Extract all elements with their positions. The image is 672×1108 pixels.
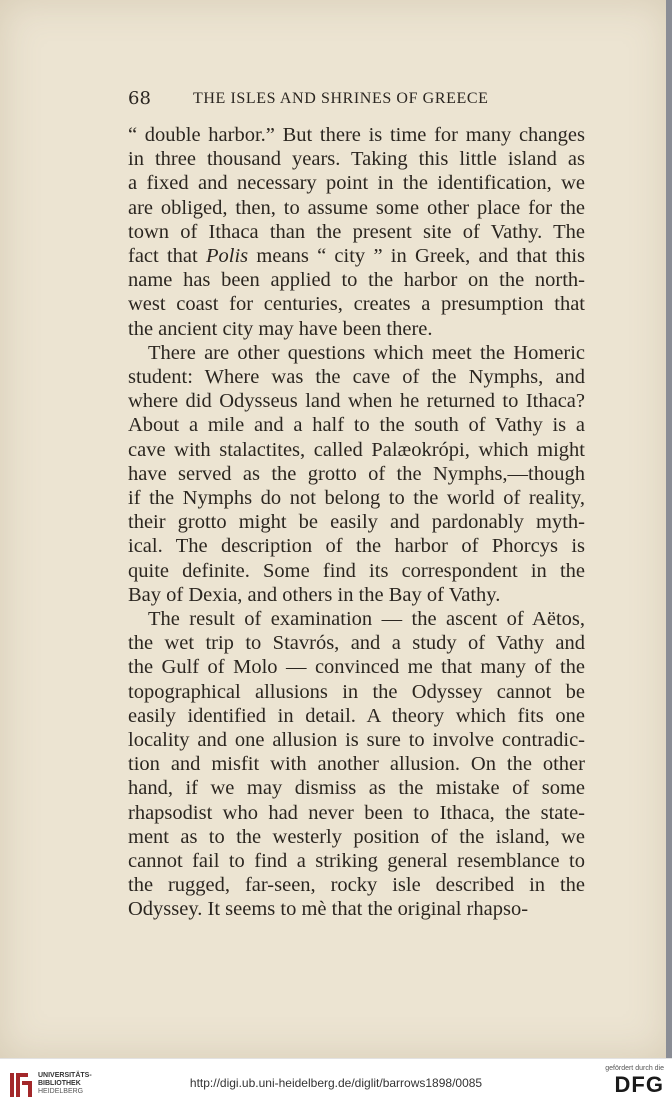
text-line: cave with stalactites, called Palæokrópi, which might [128, 439, 585, 461]
text-line: fact that Polis means “ city ” in Greek, and that this [128, 245, 585, 267]
text-line: the Gulf of Molo — convinced me that many of the [128, 656, 585, 678]
text-line: Odyssey. It seems to mè that the original rhapso- [128, 898, 529, 920]
text-line: in three thousand years. Taking this little island as [128, 148, 585, 170]
text-line: The result of examination — the ascent of Aëtos, [148, 608, 585, 630]
sponsor-caption: gefördert durch die [605, 1065, 664, 1072]
page-number: 68 [128, 88, 151, 109]
text-line: cannot fail to find a striking general resemblance to [128, 850, 585, 872]
library-name-line2: BIBLIOTHEK [38, 1080, 81, 1087]
dfg-logo: DFG [614, 1072, 664, 1097]
text-line: There are other questions which meet the Homeric [148, 342, 585, 364]
text-line: About a mile and a half to the south of Vathy is a [128, 414, 585, 436]
text-line: topographical allusions in the Odyssey cannot be [128, 681, 585, 703]
text-line: name has been applied to the harbor on the north- [128, 269, 585, 291]
text-line: rhapsodist who had never been to Ithaca, the state- [128, 802, 585, 824]
text-line: the wet trip to Stavrós, and a study of Vathy and [128, 632, 585, 654]
text-line: ical. The description of the harbor of Phorcys is [128, 535, 585, 557]
text-line: where did Odysseus land when he returned to Ithaca? [128, 390, 585, 412]
text-line: west coast for centuries, creates a presumption that [128, 293, 585, 315]
text-line: Bay of Dexia, and others in the Bay of Vathy. [128, 584, 501, 606]
text-line: student: Where was the cave of the Nymphs, and [128, 366, 585, 388]
text-line: if the Nymphs do not belong to the world of reality, [128, 487, 585, 509]
source-url-link[interactable]: http://digi.ub.uni-heidelberg.de/diglit/barrows1898/0085 [189, 1076, 483, 1090]
text-line: tion and misfit with another allusion. On the other [128, 753, 585, 775]
text-line: quite definite. Some find its correspondent in the [128, 560, 585, 582]
text-line: have served as the grotto of the Nymphs,—though [128, 463, 585, 485]
text-line: easily identified in detail. A theory which fits one [128, 705, 585, 727]
text-line: town of Ithaca than the present site of Vathy. The [128, 221, 585, 243]
dfg-sponsor [605, 1065, 664, 1096]
text-line: are obliged, then, to assume some other place for the [128, 197, 585, 219]
footer-bar [0, 1058, 672, 1108]
text-line: ment as to the westerly position of the island, we [128, 826, 585, 848]
text-line: the rugged, far-seen, rocky isle described in the [128, 874, 585, 896]
text-line: their grotto might be easily and pardonably myth- [128, 511, 585, 533]
library-name-line3: HEIDELBERG [38, 1088, 84, 1095]
scan-edge [666, 0, 672, 1058]
text-line: a fixed and necessary point in the identification, we [128, 172, 585, 194]
text-line: the ancient city may have been there. [128, 318, 433, 340]
running-head: THE ISLES AND SHRINES OF GREECE [193, 90, 489, 107]
text-line: hand, if we may dismiss as the mistake of some [128, 777, 585, 799]
text-line: “ double harbor.” But there is time for many changes [128, 124, 585, 146]
library-name-line1: UNIVERSITÄTS- [38, 1072, 92, 1079]
text-line: locality and one allusion is sure to involve contradic- [128, 729, 585, 751]
